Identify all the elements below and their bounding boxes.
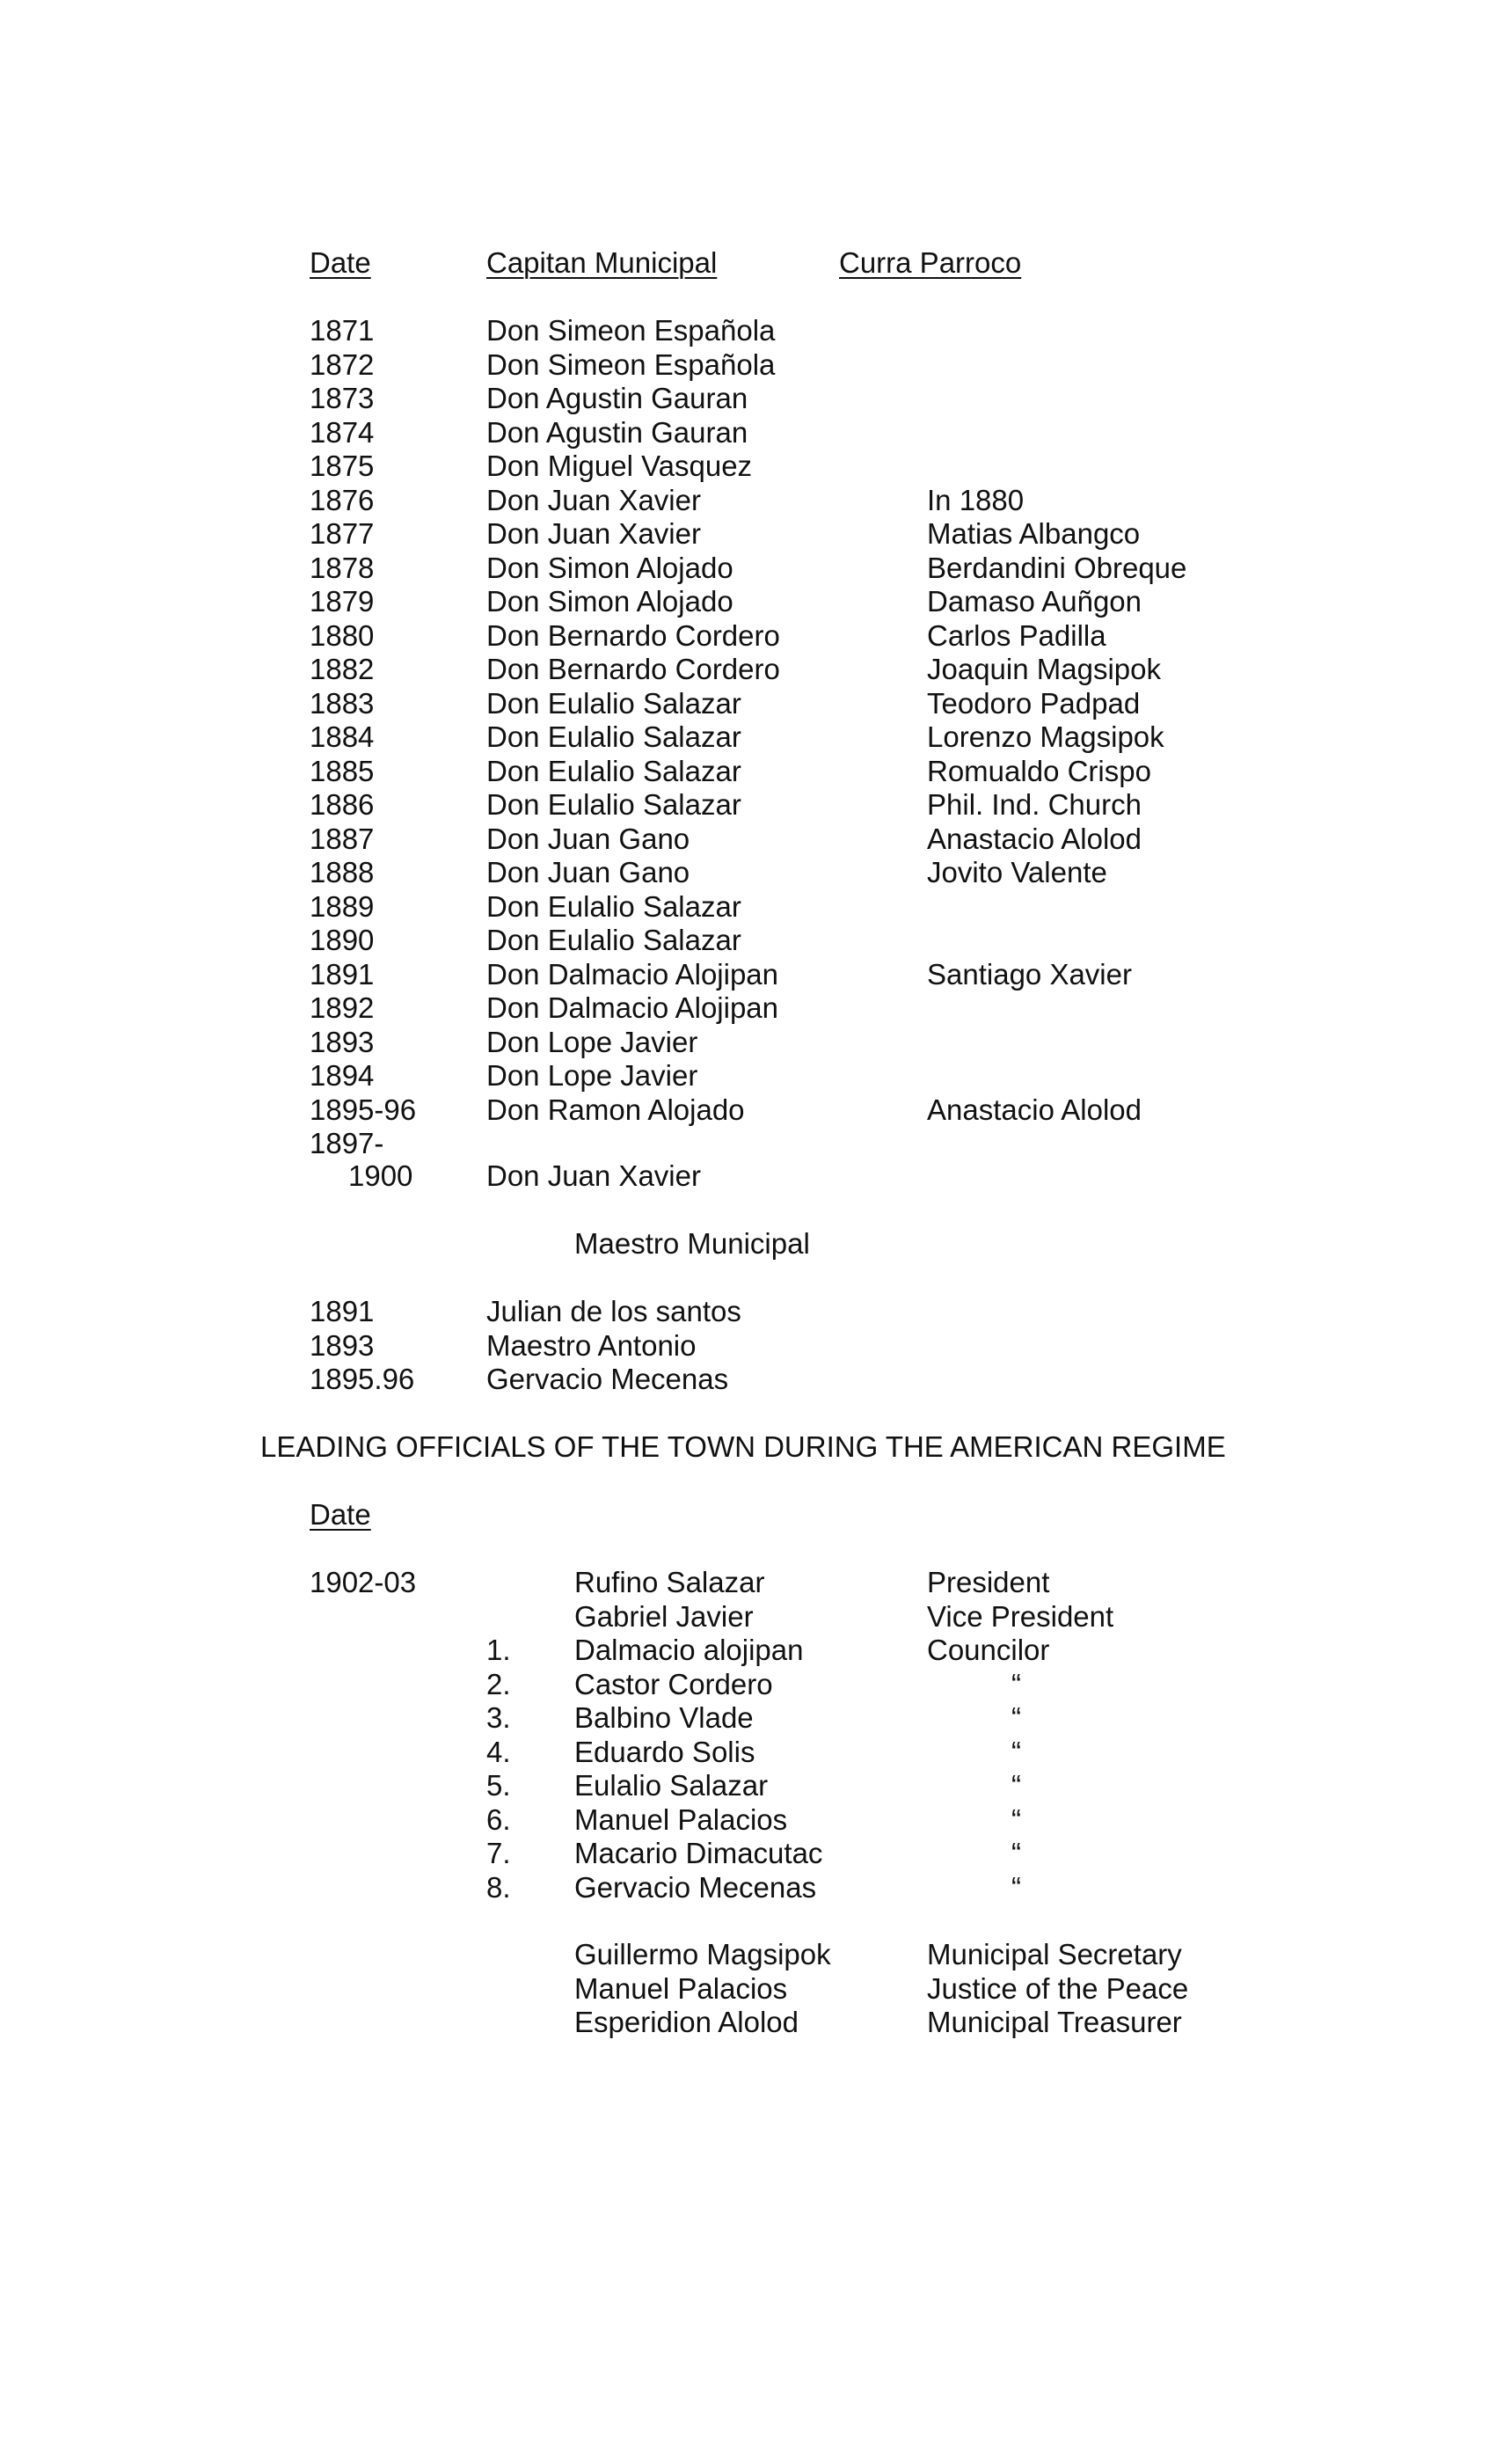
official-name: Rufino Salazar [574,1566,765,1598]
official-name: Castor Cordero [574,1667,773,1700]
table-cell-date: 1891 [310,957,375,991]
table-cell-date: 1883 [310,686,375,720]
table-cell-date: 1897- [310,1127,384,1159]
table-cell-capitan: Don Dalmacio Alojipan [486,991,779,1024]
table-cell-date: 1889 [310,889,375,923]
staff-name: Guillermo Magsipok [574,1938,831,1970]
official-number: 4. [486,1735,511,1768]
table-cell-curra: Damaso Auñgon [927,585,1142,618]
table-cell-capitan: Don Eulalio Salazar [486,889,741,923]
table-cell-capitan: Don Lope Javier [486,1025,698,1058]
american-regime-heading: LEADING OFFICIALS OF THE TOWN DURING THE AMERICAN REGIME [260,1430,1226,1463]
ditto-mark: “ [1011,1837,1021,1869]
staff-name: Manuel Palacios [574,1971,788,2005]
table-cell-capitan: Don Simon Alojado [486,551,733,584]
staff-role: Municipal Treasurer [927,2006,1182,2038]
table-cell-curra: Lorenzo Magsipok [927,720,1164,753]
table-cell-date: 1894 [310,1059,375,1092]
official-name: Manuel Palacios [574,1802,788,1836]
official-name: Macario Dimacutac [574,1837,823,1869]
table-cell-capitan: Don Miguel Vasquez [486,450,753,482]
official-name: Balbino Vlade [574,1701,754,1734]
table-cell-date: 1885 [310,754,375,787]
table-cell-capitan: Don Simon Alojado [486,585,733,618]
table-cell-capitan: Don Ramon Alojado [486,1093,745,1126]
table-cell-capitan: Don Agustin Gauran [486,415,748,449]
official-number: 7. [486,1837,511,1869]
official-number: 2. [486,1667,511,1700]
table-cell-date: 1871 [310,314,375,347]
table-cell-curra: Anastacio Alolod [927,1093,1142,1126]
official-number: 1. [486,1634,511,1666]
ditto-mark: “ [1011,1802,1021,1836]
maestro-heading: Maestro Municipal [574,1227,810,1260]
table-cell-capitan: Don Juan Xavier [486,1159,701,1192]
table-cell-date: 1884 [310,720,375,753]
official-number: 8. [486,1870,511,1904]
table-cell-date: 1876 [310,483,375,516]
table-cell-date: 1888 [310,856,375,888]
table-cell-date: 1872 [310,347,375,381]
table-cell-curra: Teodoro Padpad [927,686,1141,720]
table-cell-capitan: Don Juan Xavier [486,483,701,516]
table-cell-curra: Phil. Ind. Church [927,788,1142,821]
curra-column-header: Curra Parroco [839,246,1022,279]
maestro-cell-name: Julian de los santos [486,1295,741,1327]
table-cell-date: 1900 [348,1159,413,1192]
maestro-cell-date: 1891 [310,1295,375,1327]
table-cell-date: 1890 [310,924,375,956]
table-cell-curra: Romualdo Crispo [927,754,1151,787]
maestro-cell-name: Gervacio Mecenas [486,1363,729,1395]
official-role: President [927,1566,1050,1598]
table-cell-capitan: Don Eulalio Salazar [486,924,741,956]
staff-role: Justice of the Peace [927,1971,1189,2005]
table-cell-capitan: Don Eulalio Salazar [486,754,741,787]
american-date-header: Date [310,1498,371,1531]
staff-role: Municipal Secretary [927,1938,1182,1970]
table-cell-capitan: Don Lope Javier [486,1059,698,1092]
maestro-cell-date: 1893 [310,1328,375,1362]
official-name: Eduardo Solis [574,1735,755,1768]
official-role: Councilor [927,1634,1050,1666]
table-cell-date: 1879 [310,585,375,618]
staff-name: Esperidion Alolod [574,2006,799,2038]
table-cell-capitan: Don Juan Xavier [486,517,701,550]
table-cell-capitan: Don Dalmacio Alojipan [486,957,779,991]
official-number: 6. [486,1802,511,1836]
table-cell-curra: Joaquin Magsipok [927,653,1161,685]
table-cell-curra: Jovito Valente [927,856,1107,888]
ditto-mark: “ [1011,1667,1021,1700]
ditto-mark: “ [1011,1870,1021,1904]
table-cell-capitan: Don Simeon Española [486,347,776,381]
table-cell-capitan: Don Simeon Española [486,314,776,347]
table-cell-capitan: Don Eulalio Salazar [486,686,741,720]
table-cell-date: 1887 [310,822,375,855]
table-cell-curra: Carlos Padilla [927,618,1106,652]
table-cell-date: 1877 [310,517,375,550]
table-cell-date: 1886 [310,788,375,821]
table-cell-capitan: Don Juan Gano [486,856,690,888]
ditto-mark: “ [1011,1701,1021,1734]
table-cell-date: 1893 [310,1025,375,1058]
date-column-header: Date [310,246,371,279]
table-cell-capitan: Don Bernardo Cordero [486,618,780,652]
table-cell-curra: Santiago Xavier [927,957,1132,991]
official-name: Gervacio Mecenas [574,1870,817,1904]
table-cell-curra: In 1880 [927,483,1025,516]
capitan-column-header: Capitan Municipal [486,246,718,279]
official-name: Gabriel Javier [574,1599,754,1633]
table-cell-date: 1892 [310,991,375,1024]
table-cell-date: 1873 [310,382,375,414]
american-period: 1902-03 [310,1566,417,1598]
table-cell-capitan: Don Bernardo Cordero [486,653,780,685]
maestro-cell-date: 1895.96 [310,1363,415,1395]
maestro-cell-name: Maestro Antonio [486,1328,697,1362]
table-cell-date: 1882 [310,653,375,685]
table-cell-date: 1874 [310,415,375,449]
official-name: Dalmacio alojipan [574,1634,804,1666]
table-cell-capitan: Don Juan Gano [486,822,690,855]
table-cell-curra: Matias Albangco [927,517,1141,550]
ditto-mark: “ [1011,1735,1021,1768]
table-cell-capitan: Don Eulalio Salazar [486,788,741,821]
official-name: Eulalio Salazar [574,1769,769,1802]
official-number: 3. [486,1701,511,1734]
official-role: Vice President [927,1599,1114,1633]
table-cell-date: 1878 [310,551,375,584]
table-cell-curra: Berdandini Obreque [927,551,1187,584]
table-cell-date: 1880 [310,618,375,652]
ditto-mark: “ [1011,1769,1021,1802]
official-number: 5. [486,1769,511,1802]
table-cell-date: 1875 [310,450,375,482]
table-cell-capitan: Don Eulalio Salazar [486,720,741,753]
table-cell-date: 1895-96 [310,1093,417,1126]
table-cell-curra: Anastacio Alolod [927,822,1142,855]
table-cell-capitan: Don Agustin Gauran [486,382,748,414]
